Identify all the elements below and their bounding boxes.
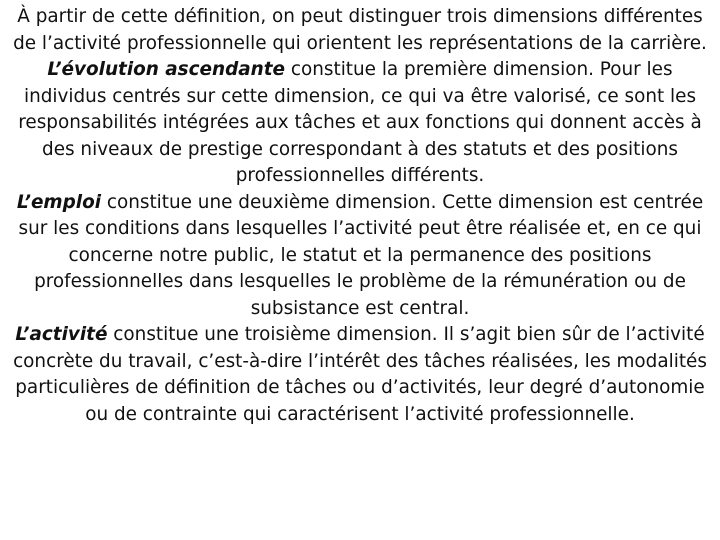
dimension-text-ascending: constitue la première dimension. Pour les individus centrés sur cette dimension, ce qui va être valorisé, ce sont les responsabilités intégrées aux tâches et aux fonctions qui donnent accès à des niveaux de prestige correspondant à des statuts et des positions professionnelles différents. [18,59,702,186]
dimension-text-activity: constitue une troisième dimension. Il s’agit bien sûr de l’activité concrète du travail, c’est-à-dire l’intérêt des tâches réalisées, les modalités particulières de définition de tâches ou d’activités, leur degré d’autonomie ou de contrainte qui caractérisent l’activité professionnelle. [13,324,707,425]
dimension-term-employment: L’emploi [16,191,102,213]
dimension-term-activity: L’activité [15,324,108,345]
dimension-paragraph-employment [10,190,710,323]
dimension-text-employment: constitue une deuxième dimension. Cette dimension est centrée sur les conditions dans lesquelles l’activité peut être réalisée et, en ce qui concerne notre public, le statut et la permanence des positions professionnelles dans lesquelles le problème de la rémunération ou de subsistance est central. [18,191,704,319]
intro-paragraph: À partir de cette définition, on peut distinguer trois dimensions différentes de l’activité professionnelle qui orientent les représentations de la carrière. [13,6,707,54]
dimension-paragraph-ascending [10,57,710,190]
dimension-term-ascending: L’évolution ascendante [47,59,286,80]
dimension-paragraph-activity [10,322,710,428]
